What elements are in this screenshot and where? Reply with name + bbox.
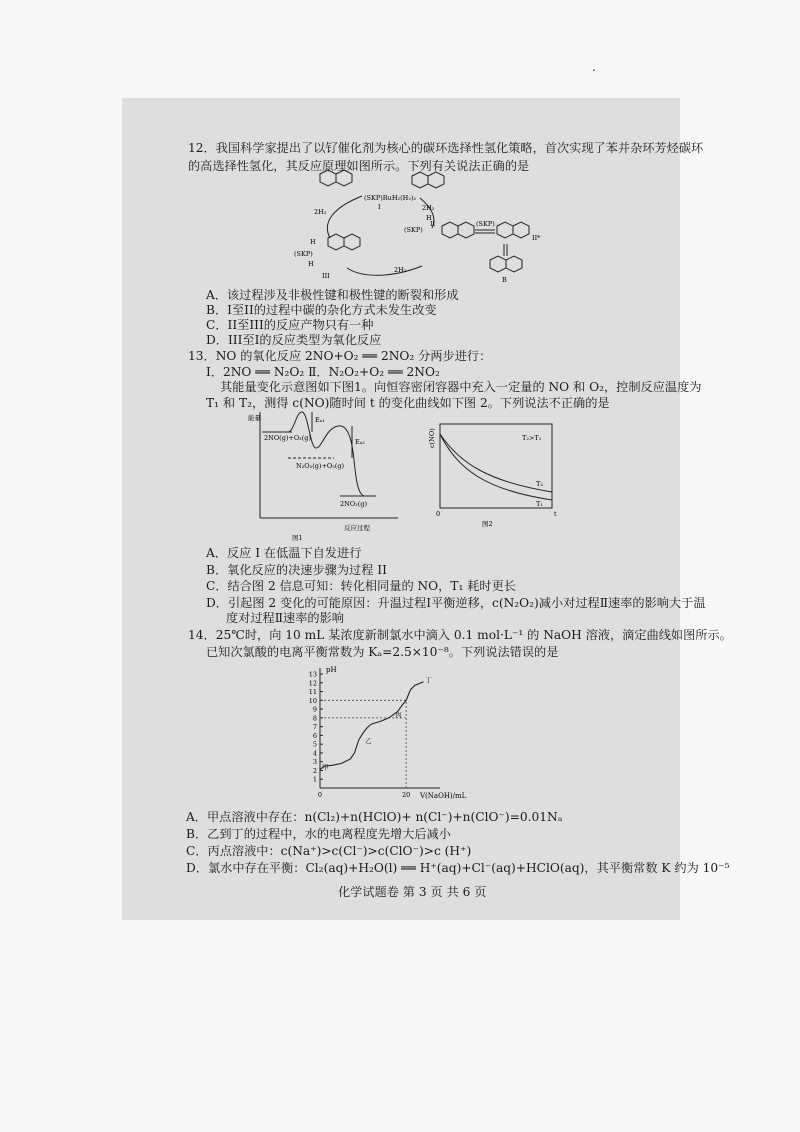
q12-label-II: II <box>430 220 436 228</box>
q14-option-b: B．乙到丁的过程中，水的电离程度先增大后减小 <box>186 827 451 841</box>
q13-fig2-xlabel: t <box>554 510 557 518</box>
q13-stem-line3: 其能量变化示意图如下图1。向恒容密闭容器中充入一定量的 NO 和 O₂，控制反应温度为 <box>220 380 702 394</box>
q12-h-label-3: H <box>308 260 314 268</box>
y-tick-label: 13 <box>308 670 317 679</box>
q13-stem-line1: 13．NO 的氧化反应 2NO+O₂ ══ 2NO₂ 分两步进行： <box>188 349 492 363</box>
q12-label-B: B <box>502 276 507 284</box>
q14-stem-line2: 已知次氯酸的电离平衡常数为 Kₐ=2.5×10⁻⁸。下列说法错误的是 <box>206 645 559 659</box>
q12-h-label-2: H <box>310 238 316 246</box>
q14-option-a: A．甲点溶液中存在：n(Cl₂)+n(HClO)+ n(Cl⁻)+n(ClO⁻)=0.01Nₐ <box>186 810 563 824</box>
q12-option-c: C．II至III的反应产物只有一种 <box>206 318 374 332</box>
q12-stem-line1: 12．我国科学家提出了以钌催化剂为核心的碳环选择性氢化策略，首次实现了苯并杂环芳烃碳环 <box>188 141 704 155</box>
q12-skp-right: (SKP) <box>476 220 495 228</box>
q12-catalyst-label: (SKP)RuH₂(H₂)₂ <box>364 194 417 202</box>
q13-fig2-caption: 图2 <box>482 520 493 528</box>
q12-option-d: D．III至I的反应类型为氧化反应 <box>206 333 382 347</box>
q13-fig1-ea2: Eₐ₂ <box>355 438 365 446</box>
y-tick-label: 6 <box>312 731 317 740</box>
page-footer: 化学试题卷 第 3 页 共 6 页 <box>338 885 487 899</box>
q13-fig2-curve-t2: T₂ <box>536 480 543 488</box>
q13-option-d-line1: D．引起图 2 变化的可能原因：升温过程Ⅰ平衡逆移，c(N₂O₂)减小对过程Ⅱ速率的影响大于温 <box>206 596 706 610</box>
q14-stem-line1: 14．25℃时，向 10 mL 某浓度新制氯水中滴入 0.1 mol·L⁻¹ 的 NaOH 溶液，滴定曲线如图所示。 <box>188 628 732 642</box>
y-tick-label: 9 <box>312 705 317 714</box>
q12-skp-left: (SKP) <box>404 226 423 234</box>
curve-point-label: 甲 <box>322 763 329 772</box>
q14-option-d: D．氯水中存在平衡：Cl₂(aq)+H₂O(l) ══ H⁺(aq)+Cl⁻(aq)+HClO(aq)，其平衡常数 K 约为 10⁻⁵ <box>186 861 730 875</box>
x-tick-label: 20 <box>402 791 411 799</box>
q13-fig1-energy-diagram <box>248 410 408 542</box>
q12-label-II-star: II* <box>532 234 541 242</box>
curve-point-label: 丁 <box>425 675 432 684</box>
q13-stem-line2: Ⅰ．2NO ══ N₂O₂ Ⅱ．N₂O₂+O₂ ══ 2NO₂ <box>206 365 440 379</box>
q13-option-c: C．结合图 2 信息可知：转化相同量的 NO，T₁ 耗时更长 <box>206 579 516 593</box>
y-tick-label: 4 <box>312 749 317 758</box>
q13-fig1-state2: N₂O₂(g)+O₂(g) <box>296 462 345 470</box>
q14-titration-chart <box>302 662 472 812</box>
q13-fig1-state3: 2NO₂(g) <box>340 500 367 508</box>
y-tick-label: 12 <box>308 679 317 688</box>
titration-curve-line <box>320 682 423 770</box>
q13-stem-line4: T₁ 和 T₂，测得 c(NO)随时间 t 的变化曲线如下图 2。下列说法不正确的是 <box>206 396 610 410</box>
y-tick-label: 7 <box>312 723 317 732</box>
y-tick-label: 5 <box>312 740 317 749</box>
q13-option-b: B．氧化反应的决速步骤为过程 II <box>206 563 387 577</box>
q12-skp-bottom: (SKP) <box>294 250 313 258</box>
q13-fig1-caption: 图1 <box>292 534 303 542</box>
q12-h2-right: 2H₂ <box>422 204 435 212</box>
y-tick-label: 10 <box>308 696 317 705</box>
q12-h2-left: 2H₂ <box>314 208 327 216</box>
y-tick-label: 1 <box>312 775 317 784</box>
curve-point-label: 丙 <box>395 710 402 719</box>
q12-label-III: III <box>322 272 330 280</box>
q12-h-label-1: H <box>426 214 432 222</box>
curve-point-label: 乙 <box>365 737 372 746</box>
q13-fig2-note: T₂>T₁ <box>522 434 542 442</box>
q14-option-c: C．丙点溶液中：c(Na⁺)>c(Cl⁻)>c(ClO⁻)>c (H⁺) <box>186 844 472 858</box>
y-tick-label: 3 <box>312 758 317 767</box>
q13-fig2-curve-t1: T₁ <box>536 500 543 508</box>
q13-fig2-origin: 0 <box>436 510 441 518</box>
q12-option-b: B．I至II的过程中碳的杂化方式未发生改变 <box>206 303 437 317</box>
q13-fig1-ylabel: 能量 <box>248 414 261 422</box>
q13-fig1-state1: 2NO(g)+O₂(g) <box>264 434 311 442</box>
q14-chart-ylabel: pH <box>326 666 337 674</box>
q13-fig2-ylabel: c(NO) <box>428 428 436 448</box>
q13-option-a: A．反应 I 在低温下自发进行 <box>206 546 362 560</box>
q14-chart-xlabel: V(NaOH)/mL <box>420 792 467 800</box>
q13-fig1-xlabel: 反应过程 <box>344 524 370 532</box>
q13-fig2-concentration-plot <box>430 420 560 530</box>
y-tick-label: 11 <box>308 688 317 697</box>
x-tick-label: 0 <box>317 791 323 799</box>
y-tick-label: 2 <box>312 766 317 775</box>
q13-fig1-ea1: Eₐ₁ <box>315 416 325 424</box>
q12-label-I: I <box>378 203 381 211</box>
q13-option-d-line2: 度对过程Ⅱ速率的影响 <box>226 611 344 625</box>
q12-h2-bottom: 2H₂ <box>394 266 407 274</box>
q12-catalytic-cycle-diagram <box>292 168 572 286</box>
top-mark: . <box>592 60 596 74</box>
y-tick-label: 8 <box>312 714 317 723</box>
q12-option-a: A．该过程涉及非极性键和极性键的断裂和形成 <box>206 288 459 302</box>
q12-stem-line2: 的高选择性氢化，其反应原理如图所示。下列有关说法正确的是 <box>188 159 530 173</box>
